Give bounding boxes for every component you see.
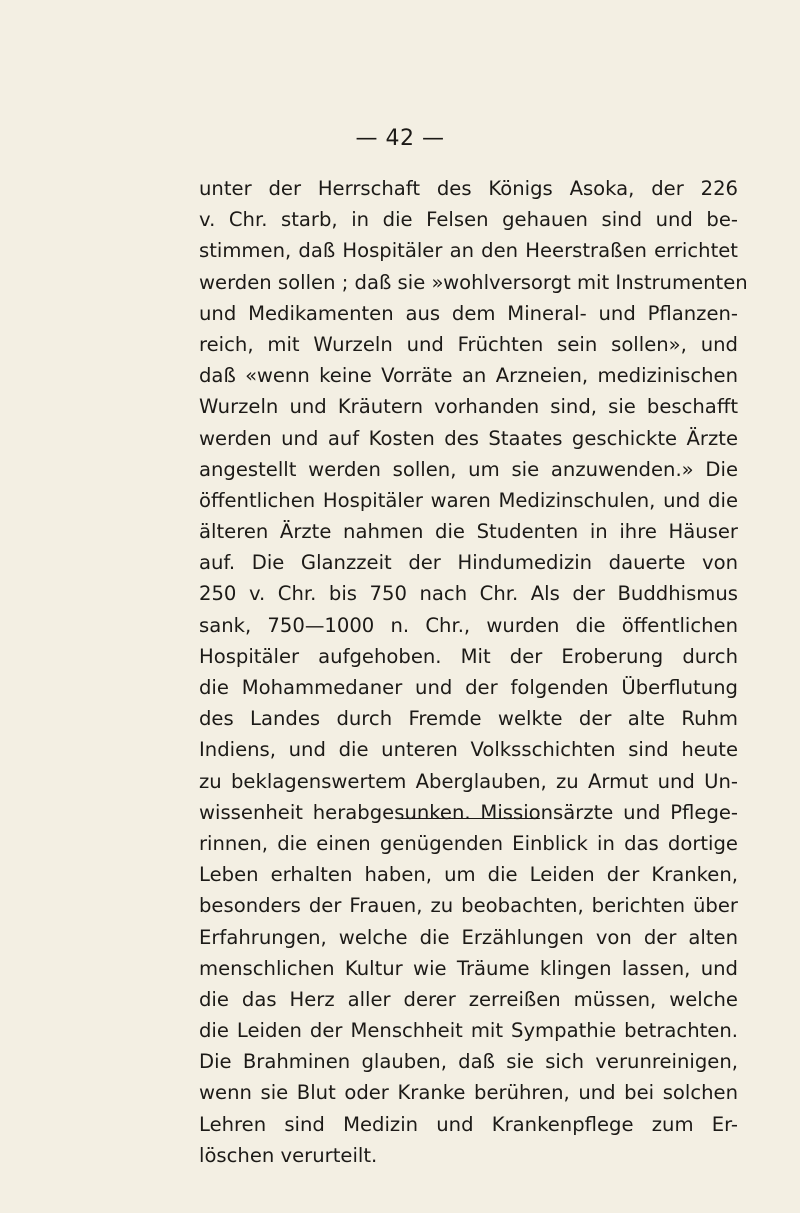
text-line: werden sollen ; daß sie »wohlversorgt mit Instrumenten xyxy=(199,270,748,294)
text-line: besonders der Frauen, zu beobachten, berichten über xyxy=(199,894,738,918)
text-line: Lehren sind Medizin und Krankenpflege zum Er- xyxy=(199,1112,738,1136)
text-line: unter der Herrschaft des Königs Asoka, der 226 xyxy=(199,177,738,200)
text-line: Hospitäler aufgehoben. Mit der Eroberung durch xyxy=(199,644,738,668)
text-line: löschen verurteilt. xyxy=(199,1143,378,1167)
text-line: 250 v. Chr. bis 750 nach Chr. Als der Buddhismus xyxy=(199,582,738,606)
text-line: Die Brahminen glauben, daß sie sich verunreinigen, xyxy=(199,1050,738,1074)
text-line: reich, mit Wurzeln und Früchten sein sollen», und xyxy=(199,332,738,356)
text-line: wissenheit herabgesunken. Missionsärzte und Pflege- xyxy=(199,800,738,824)
text-line: v. Chr. starb, in die Felsen gehauen sind und be- xyxy=(199,208,738,232)
body-paragraph xyxy=(199,173,748,1171)
text-line: zu beklagenswertem Aberglauben, zu Armut und Un- xyxy=(199,769,738,793)
text-line: auf. Die Glanzzeit der Hindumedizin dauerte von xyxy=(199,551,738,575)
text-line: rinnen, die einen genügenden Einblick in das dortige xyxy=(199,831,738,855)
text-line: stimmen, daß Hospitäler an den Heerstraßen errichtet xyxy=(199,239,738,263)
text-line: daß «wenn keine Vorräte an Arzneien, medizinischen xyxy=(199,364,738,388)
text-line: die Leiden der Menschheit mit Sympathie betrachten. xyxy=(199,1019,738,1043)
text-line: Erfahrungen, welche die Erzählungen von der alten xyxy=(199,925,738,949)
text-line: menschlichen Kultur wie Träume klingen lassen, und xyxy=(199,956,738,980)
text-line: älteren Ärzte nahmen die Studenten in ihre Häuser xyxy=(199,520,738,544)
text-line: Leben erhalten haben, um die Leiden der Kranken, xyxy=(199,863,738,887)
text-line: sank, 750—1000 n. Chr., wurden die öffentlichen xyxy=(199,613,738,637)
text-line: angestellt werden sollen, um sie anzuwenden.» Die xyxy=(199,457,738,481)
text-line: des Landes durch Fremde welkte der alte Ruhm xyxy=(199,707,738,731)
section-end-rule xyxy=(397,818,540,819)
text-line: Wurzeln und Kräutern vorhanden sind, sie beschafft xyxy=(199,395,738,419)
page-number: — 42 — xyxy=(355,126,445,151)
text-line: die Mohammedaner und der folgenden Überflutung xyxy=(199,676,738,699)
text-line: Indiens, und die unteren Volksschichten sind heute xyxy=(199,738,738,762)
text-line: und Medikamenten aus dem Mineral- und Pflanzen- xyxy=(199,301,738,325)
text-line: die das Herz aller derer zerreißen müssen, welche xyxy=(199,987,738,1011)
text-line: werden und auf Kosten des Staates geschickte Ärzte xyxy=(199,426,738,450)
text-line: öffentlichen Hospitäler waren Medizinschulen, und die xyxy=(199,488,738,512)
text-line: wenn sie Blut oder Kranke berühren, und bei solchen xyxy=(199,1081,738,1105)
